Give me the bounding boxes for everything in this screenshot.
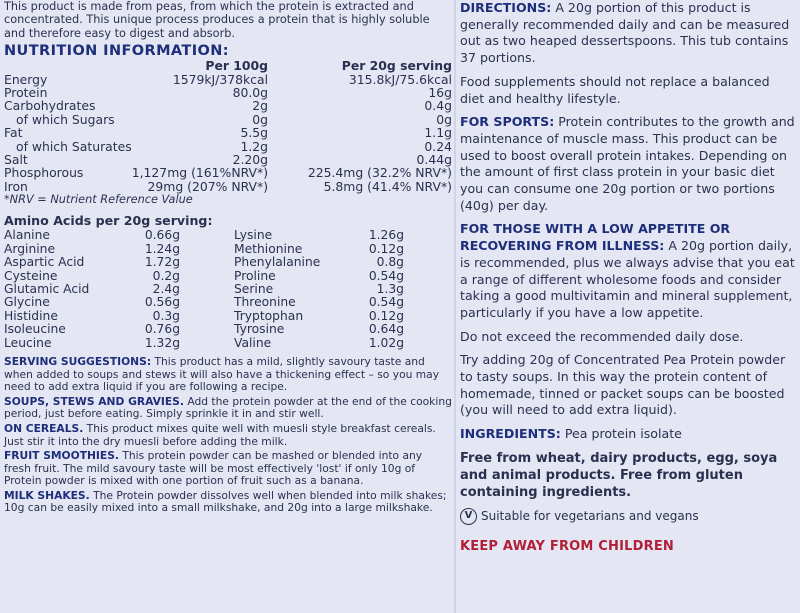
amino-value: 1.32g — [144, 335, 180, 350]
amino-value: 0.64g — [368, 322, 404, 337]
amino-name: Aspartic Acid — [4, 255, 85, 270]
amino-value: 0.12g — [368, 241, 404, 256]
amino-row — [234, 337, 404, 350]
amino-name: Leucine — [4, 335, 52, 350]
vegetarian-text: Suitable for vegetarians and vegans — [481, 509, 699, 524]
amino-value: 0.12g — [368, 308, 404, 323]
amino-value: 0.54g — [368, 295, 404, 310]
per-100g-value: 1,127mg (161%NRV*) — [131, 165, 269, 181]
amino-row — [234, 229, 404, 242]
per-100g-value: 5.5g — [240, 125, 269, 141]
nutrition-row — [4, 73, 452, 86]
amino-name: Proline — [234, 268, 276, 283]
nutrient-name: Iron — [4, 178, 28, 194]
nrv-note: *NRV = Nutrient Reference Value — [4, 193, 193, 207]
per-serving-value: 0.44g — [416, 152, 452, 168]
per-serving-value: 1.1g — [424, 125, 452, 141]
ingredients-heading: INGREDIENTS: — [460, 426, 561, 442]
supplements-note: Food supplements should not replace a balanced diet and healthy lifestyle. — [460, 73, 770, 106]
amino-row — [4, 296, 180, 309]
amino-name: Alanine — [4, 228, 50, 243]
nutrition-row — [4, 113, 452, 126]
amino-row — [4, 323, 180, 336]
amino-name: Threonine — [234, 295, 296, 310]
nutrition-row — [4, 86, 452, 99]
per-100g-value: 1579kJ/378kcal — [172, 71, 269, 87]
per-serving-value: 0.24 — [424, 138, 452, 154]
suggestion-text: Add the protein powder at the end of the cooking period, just before eating. Simply sprinkle it in and stir well. — [4, 394, 452, 421]
per-100g-header: Per 100g — [205, 58, 269, 74]
free-from-statement: Free from wheat, dairy products, egg, soya and animal products. Free from gluten containing ingredients. — [460, 450, 778, 500]
directions-heading: DIRECTIONS: — [460, 0, 552, 15]
amino-row — [4, 337, 180, 350]
amino-name: Arginine — [4, 241, 56, 256]
child-warning: KEEP AWAY FROM CHILDREN — [460, 538, 674, 554]
amino-value: 0.56g — [144, 295, 180, 310]
amino-row — [4, 310, 180, 323]
per-serving-value: 0.4g — [424, 98, 452, 114]
amino-value: 1.24g — [144, 241, 180, 256]
per-serving-header: Per 20g serving — [341, 58, 452, 74]
nutrient-name: Protein — [4, 85, 48, 101]
amino-value: 0.8g — [376, 255, 404, 270]
nutrient-name: Carbohydrates — [4, 98, 96, 114]
per-serving-value: 225.4mg (32.2% NRV*) — [307, 165, 452, 181]
soup-tip: Try adding 20g of Concentrated Pea Protein powder to tasty soups. In this way the protein content of homemade, tinned or packet soups can be boosted (you will need to add extra liquid). — [460, 352, 786, 418]
nutrient-name: Phosphorous — [4, 165, 84, 181]
nutrient-name: of which Sugars — [16, 111, 115, 127]
nutrition-table — [4, 59, 452, 193]
nutrient-name: Energy — [4, 71, 48, 87]
nutrition-row — [4, 180, 452, 193]
appetite-heading: FOR THOSE WITH A LOW APPETITE OR RECOVERING FROM ILLNESS: — [460, 221, 731, 254]
per-serving-value: 5.8mg (41.4% NRV*) — [323, 178, 452, 194]
suggestion-text: This protein powder can be mashed or blended into any fresh fruit. The mild savoury taste will be most effectively 'lost' if only 10g of Protein powder is mixed with one portion of fruit such as a banana. — [4, 449, 423, 488]
nutrition-heading: NUTRITION INFORMATION: — [4, 43, 229, 60]
suggestion-paragraph — [4, 450, 452, 488]
suggestion-heading: SOUPS, STEWS AND GRAVIES. — [4, 394, 184, 408]
amino-row — [234, 296, 404, 309]
sports-heading: FOR SPORTS: — [460, 114, 555, 130]
directions-text: A 20g portion of this product is generally recommended daily and can be measured out as two heaped dessertspoons. This tub contains 37 portions. — [460, 0, 790, 66]
amino-name: Valine — [234, 335, 272, 350]
amino-name: Phenylalanine — [234, 255, 321, 270]
suggestion-text: This product has a mild, slightly savoury taste and when added to soups and stews it will also have a thickening effect – so you may need to add extra liquid if you are following a recipe. — [4, 354, 440, 394]
amino-table-left — [4, 229, 180, 350]
vegetarian-icon: V — [460, 508, 477, 525]
sports-text: Protein contributes to the growth and maintenance of muscle mass. This product can be used to boost overall protein intakes. Depending on the amount of first class protein in your basic diet you can consume one 20g portion or two portions (40g) per day. — [460, 114, 795, 213]
per-100g-value: 2g — [252, 98, 269, 114]
suggestion-paragraph — [4, 356, 452, 394]
intro-text: This product is made from peas, from which the protein is extracted and concentrated. This unique process produces a protein that is highly soluble and therefore easy to digest and absorb. — [4, 0, 430, 40]
nutrition-row — [4, 166, 452, 179]
amino-row — [234, 323, 404, 336]
column-divider — [454, 0, 456, 613]
suggestion-text: This product mixes quite well with muesli style breakfast cereals. Just stir it into the dry muesli before adding the milk. — [4, 421, 436, 448]
amino-value: 2.4g — [152, 281, 180, 296]
suggestion-heading: ON CEREALS. — [4, 421, 84, 435]
amino-value: 1.02g — [368, 335, 404, 350]
amino-value: 0.66g — [144, 228, 180, 243]
appetite-text: A 20g portion daily, is recommended, plus we always advise that you eat a range of different wholesome foods and consider taking a good multivitamin and mineral supplement, particularly if you have a low appetite. — [460, 238, 795, 320]
amino-value: 1.26g — [368, 228, 404, 243]
amino-row — [234, 243, 404, 256]
amino-name: Glutamic Acid — [4, 281, 90, 296]
serving-suggestions — [4, 356, 452, 515]
appetite-paragraph — [460, 221, 796, 321]
suggestion-paragraph — [4, 396, 452, 421]
amino-name: Lysine — [234, 228, 273, 243]
amino-row — [234, 283, 404, 296]
per-serving-value: 315.8kJ/75.6kcal — [348, 71, 452, 87]
amino-value: 0.54g — [368, 268, 404, 283]
suggestion-text: The Protein powder dissolves well when blended into milk shakes; 10g can be easily mixed into a small milkshake, and 20g into a large milkshake. — [4, 488, 447, 515]
per-100g-value: 1.2g — [240, 138, 269, 154]
amino-name: Tyrosine — [234, 322, 285, 337]
nutrition-header-row — [4, 59, 452, 72]
per-100g-value: 2.20g — [232, 152, 269, 168]
amino-name: Methionine — [234, 241, 303, 256]
amino-row — [234, 310, 404, 323]
ingredients-text: Pea protein isolate — [560, 426, 682, 442]
left-column — [4, 0, 452, 517]
amino-name: Histidine — [4, 308, 58, 323]
per-100g-value: 29mg (207% NRV*) — [147, 178, 269, 194]
amino-value: 0.76g — [144, 322, 180, 337]
amino-name: Glycine — [4, 295, 50, 310]
per-serving-value: 16g — [428, 85, 452, 101]
suggestion-paragraph — [4, 423, 452, 448]
amino-row — [234, 270, 404, 283]
nutrient-name: Salt — [4, 152, 28, 168]
suggestion-heading: MILK SHAKES. — [4, 488, 90, 502]
amino-row — [234, 256, 404, 269]
nutrient-name: Fat — [4, 125, 23, 141]
amino-name: Serine — [234, 281, 274, 296]
suggestion-paragraph — [4, 490, 452, 515]
sports-paragraph — [460, 114, 796, 214]
amino-row — [4, 229, 180, 242]
vegetarian-badge — [460, 508, 796, 525]
amino-value: 0.2g — [152, 268, 180, 283]
amino-row — [4, 256, 180, 269]
suggestion-heading: FRUIT SMOOTHIES. — [4, 449, 119, 463]
amino-value: 1.3g — [376, 281, 404, 296]
amino-name: Isoleucine — [4, 322, 66, 337]
amino-acids-block — [4, 229, 452, 350]
amino-value: 0.3g — [152, 308, 180, 323]
amino-acids-title: Amino Acids per 20g serving: — [4, 213, 213, 229]
suggestion-heading: SERVING SUGGESTIONS: — [4, 354, 152, 368]
per-serving-value: 0g — [436, 111, 452, 127]
nutrition-row — [4, 140, 452, 153]
ingredients-paragraph — [460, 426, 796, 443]
amino-row — [4, 243, 180, 256]
amino-row — [4, 283, 180, 296]
dose-warning: Do not exceed the recommended daily dose. — [460, 328, 744, 344]
amino-value: 1.72g — [144, 255, 180, 270]
nutrient-name: of which Saturates — [16, 138, 132, 154]
amino-name: Tryptophan — [234, 308, 304, 323]
amino-row — [4, 270, 180, 283]
amino-table-right — [234, 229, 404, 350]
nutrition-row — [4, 126, 452, 139]
nutrition-row — [4, 99, 452, 112]
per-100g-value: 80.0g — [232, 85, 269, 101]
nutrition-row — [4, 153, 452, 166]
directions-paragraph — [460, 0, 796, 67]
amino-name: Cysteine — [4, 268, 58, 283]
per-100g-value: 0g — [252, 111, 269, 127]
right-column — [460, 0, 796, 556]
